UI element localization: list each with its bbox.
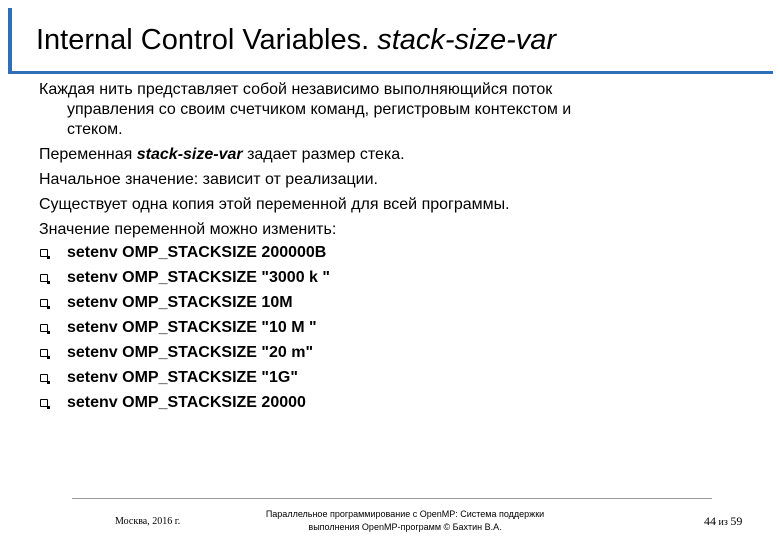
list-item-text: setenv OMP_STACKSIZE "10 M " (67, 318, 317, 336)
checkbox-square-icon (40, 324, 48, 332)
checkbox-square-icon (40, 249, 48, 257)
slide-title-prefix: Internal Control Variables. (36, 24, 378, 56)
checkbox-square-icon (40, 374, 48, 382)
checkbox-square-icon (40, 349, 48, 357)
list-item-text: setenv OMP_STACKSIZE "20 m" (67, 343, 314, 361)
page-current: 44 (704, 514, 716, 528)
footer-divider (72, 498, 712, 499)
slide-content (39, 80, 759, 415)
footer-course-line: выполнения OpenMP-программ © Бахтин В.А. (308, 522, 502, 532)
footer-course-title (225, 508, 585, 534)
page-number (704, 514, 742, 529)
title-accent-bar-vertical (8, 8, 12, 74)
paragraph-initial-value: Начальное значение: зависит от реализации. (39, 171, 378, 188)
list-item-text: setenv OMP_STACKSIZE 10M (67, 293, 293, 311)
paragraph-single-copy: Существует одна копия этой переменной для всей программы. (39, 196, 510, 213)
list-item (39, 340, 759, 365)
list-item-text: setenv OMP_STACKSIZE "3000 k " (67, 268, 330, 286)
footer-course-line: Параллельное программирование с OpenMP: Система поддержки (265, 509, 545, 519)
list-item (39, 365, 759, 390)
text-fragment: задает размер стека. (242, 146, 405, 163)
paragraph-how-to-change: Значение переменной можно изменить: (39, 221, 337, 238)
list-item (39, 240, 759, 265)
list-item (39, 290, 759, 315)
checkbox-square-icon (40, 274, 48, 282)
list-item (39, 315, 759, 340)
list-item (39, 265, 759, 290)
page-total: 59 (730, 514, 743, 528)
variable-name: stack-size-var (136, 146, 243, 163)
slide-title (36, 20, 556, 60)
paragraph-thread-description (39, 80, 759, 140)
title-accent-bar-horizontal (8, 71, 773, 74)
list-item-text: setenv OMP_STACKSIZE 200000B (67, 243, 327, 261)
footer-location-date: Москва, 2016 г. (115, 516, 181, 527)
checkbox-square-icon (40, 399, 48, 407)
page-separator: из (716, 517, 731, 528)
list-item-text: setenv OMP_STACKSIZE "1G" (67, 368, 298, 386)
paragraph-variable-purpose (39, 145, 759, 165)
paragraph-line: управления со своим счетчиком команд, регистровым контекстом и (67, 101, 572, 118)
slide-title-variable: stack-size-var (377, 24, 557, 56)
setenv-examples-list (39, 240, 759, 415)
list-item (39, 390, 759, 415)
paragraph-line: Каждая нить представляет собой независимо выполняющийся поток (39, 81, 553, 98)
checkbox-square-icon (40, 299, 48, 307)
list-item-text: setenv OMP_STACKSIZE 20000 (67, 393, 306, 411)
text-fragment: Переменная (39, 146, 137, 163)
paragraph-line: стеком. (67, 121, 123, 138)
